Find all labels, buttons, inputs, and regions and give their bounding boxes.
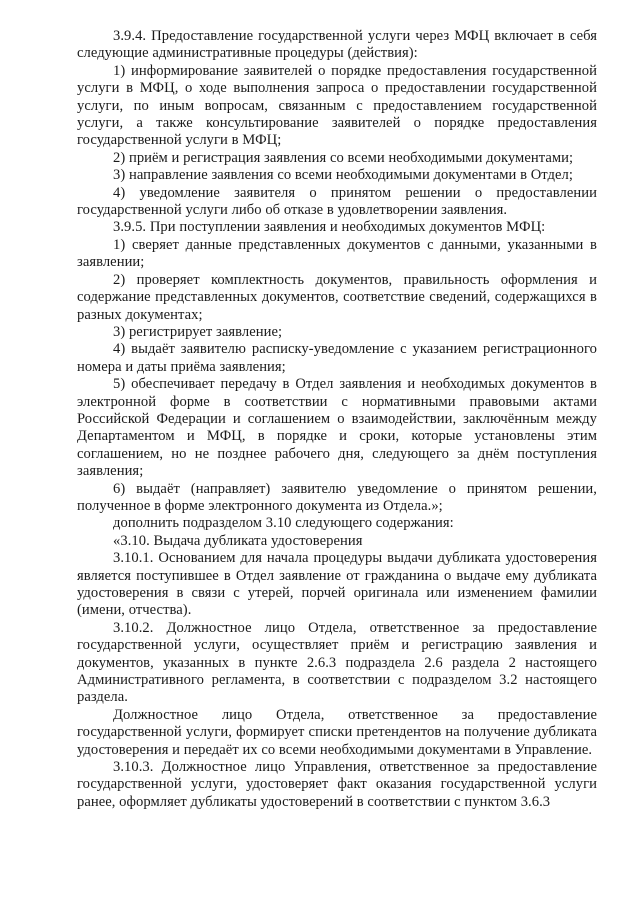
- paragraph-mfc-item-1: 1) сверяет данные представленных документов с данными, указанными в заявлении;: [77, 236, 597, 271]
- paragraph-mfc-item-2: 2) проверяет комплектность документов, правильность оформления и содержание представленных документов, соответствие сведений, содержащихся в разных документах;: [77, 271, 597, 323]
- paragraph-3-9-5: 3.9.5. При поступлении заявления и необходимых документов МФЦ:: [113, 219, 546, 236]
- paragraph-3-9-4: 3.9.4. Предоставление государственной услуги через МФЦ включает в себя следующие административные процедуры (действия):: [77, 28, 597, 62]
- paragraph-department-official: Должностное лицо Отдела, ответственное за предоставление государственной услуги, формирует списки претендентов на получение дубликата удостоверения и передаёт их со всеми необходимыми документами в Управление.: [77, 706, 597, 758]
- paragraph-item-2-reception: 2) приём и регистрация заявления со всеми необходимыми документами;: [113, 149, 574, 166]
- section-heading-3-10: «3.10. Выдача дубликата удостоверения: [113, 532, 363, 549]
- paragraph-3-10-3: 3.10.3. Должностное лицо Управления, ответственное за предоставление государственной услуги, удостоверяет факт оказания государственной услуги ранее, оформляет дубликаты удостоверений в соответствии с пунктом 3.6.3: [77, 759, 597, 810]
- paragraph-3-10-1: 3.10.1. Основанием для начала процедуры выдачи дубликата удостоверения является поступившее в Отдел заявление от гражданина о выдаче ему дубликата удостоверения в связи с утерей, порчей оригинала или изменением фамилии (имени, отчества).: [77, 550, 597, 619]
- paragraph-item-1-inform: 1) информирование заявителей о порядке предоставления государственной услуги в МФЦ, о ходе выполнения запроса о предоставлении государственной услуги, по иным вопросам, связанным с предоставлением государственной услуги, а также консультирование заявителей о порядке предоставления государственной услуги в МФЦ;: [77, 62, 597, 149]
- paragraph-mfc-item-3: 3) регистрирует заявление;: [113, 323, 283, 340]
- paragraph-item-3-direction: 3) направление заявления со всеми необходимыми документами в Отдел;: [113, 167, 573, 184]
- paragraph-mfc-item-6: 6) выдаёт (направляет) заявителю уведомление о принятом решении, полученное в форме электронного документа из Отдела.»;: [77, 480, 597, 514]
- document-page: [77, 28, 597, 811]
- paragraph-mfc-item-4: 4) выдаёт заявителю расписку-уведомление с указанием регистрационного номера и даты приёма заявления;: [77, 341, 597, 375]
- paragraph-amendment-intro: дополнить подразделом 3.10 следующего содержания:: [113, 515, 454, 532]
- paragraph-mfc-item-5: 5) обеспечивает передачу в Отдел заявления и необходимых документов в электронной форме в соответствии с нормативными правовыми актами Российской Федерации и соглашением о взаимодействии, заключённым между Департаментом и МФЦ, в порядке и сроки, которые установлены этим соглашением, но не позднее рабочего дня, следующего за днём поступления заявления;: [77, 376, 597, 480]
- paragraph-item-4-notification: 4) уведомление заявителя о принятом решении о предоставлении государственной услуги либо об отказе в удовлетворении заявления.: [77, 184, 597, 219]
- paragraph-3-10-2: 3.10.2. Должностное лицо Отдела, ответственное за предоставление государственной услуги, осуществляет приём и регистрацию заявления и документов, указанных в пункте 2.6.3 подраздела 2.6 раздела 2 настоящего Административного регламента, в соответствии с подразделом 3.2 настоящего раздела.: [77, 619, 597, 706]
